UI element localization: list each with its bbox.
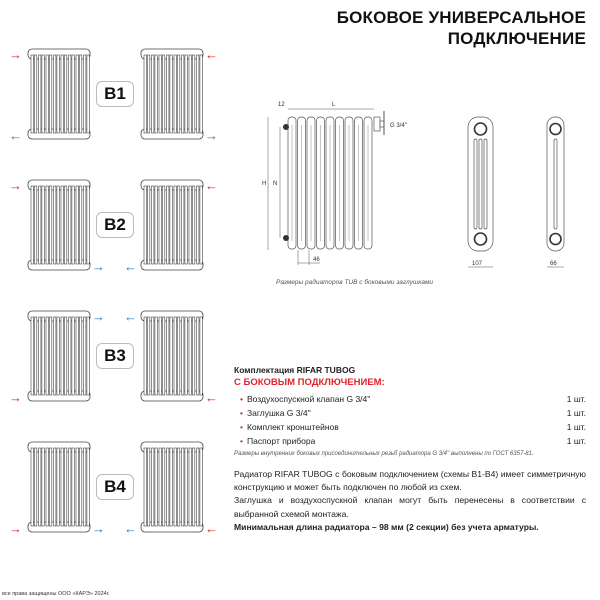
dimension-label: 66 xyxy=(550,261,557,267)
return-arrow-icon: → xyxy=(92,521,105,536)
bullet-icon: • xyxy=(240,408,243,418)
description-p1: Радиатор RIFAR TUBOG с боковым подключением (схемы В1-В4) имеет симметричную конструкцию и может быть подключен по любой из схем. xyxy=(234,469,586,493)
kit-item-qty: 1 шт. xyxy=(566,436,586,446)
drawing-caption: Размеры радиаторов TUB с боковыми заглушками xyxy=(276,279,434,286)
bullet-icon: • xyxy=(240,436,243,446)
dimension-label: 46 xyxy=(313,257,320,263)
kit-item-qty: 1 шт. xyxy=(566,422,586,432)
return-arrow-icon: → xyxy=(92,259,105,274)
radiator-left-B1 xyxy=(27,47,91,141)
kit-note: Размеры внутренних боковых присоединительных резьб радиатора G 3/4'' выполнены по ГОСТ 6357-81. xyxy=(234,451,534,457)
radiator-left-B3 xyxy=(27,309,91,403)
description-p3: Минимальная длина радиатора – 98 мм (2 секции) без учета арматуры. xyxy=(234,521,539,532)
kit-item-name: Воздухоспускной клапан G 3/4'' xyxy=(246,394,371,404)
kit-item xyxy=(234,406,586,420)
title-line-1: БОКОВОЕ УНИВЕРСАЛЬНОЕ xyxy=(336,8,586,27)
return-arrow-icon: → xyxy=(205,128,218,143)
scheme-label: B1 xyxy=(96,81,134,107)
supply-arrow-icon: → xyxy=(9,178,22,193)
dimension-label: N xyxy=(273,181,278,187)
return-arrow-icon: → xyxy=(92,309,105,324)
supply-arrow-icon: ← xyxy=(205,178,218,193)
return-arrow-icon: ← xyxy=(9,128,22,143)
kit-item-qty: 1 шт. xyxy=(566,394,586,404)
supply-arrow-icon: ← xyxy=(205,521,218,536)
dimension-label: 12 xyxy=(278,102,285,108)
kit-item-name: Комплект кронштейнов xyxy=(246,422,339,432)
kit-section xyxy=(234,365,586,457)
description-p2: Заглушка и воздухоспускной клапан могут быть перенесены в соответствии с выбранной схемой монтажа. xyxy=(234,495,586,519)
bullet-icon: • xyxy=(240,422,243,432)
dimension-label: L xyxy=(332,102,336,108)
supply-arrow-icon: → xyxy=(9,390,22,405)
kit-item-name: Паспорт прибора xyxy=(246,436,316,446)
scheme-label: B4 xyxy=(96,474,134,500)
kit-item xyxy=(234,434,586,448)
description xyxy=(234,468,586,534)
radiator-right-B4 xyxy=(140,440,204,534)
dimension-label: 107 xyxy=(472,261,483,267)
kit-item xyxy=(234,392,586,406)
kit-item xyxy=(234,420,586,434)
supply-arrow-icon: → xyxy=(9,521,22,536)
kit-heading: Комплектация RIFAR TUBOG xyxy=(234,365,356,375)
supply-arrow-icon: ← xyxy=(205,390,218,405)
bullet-icon: • xyxy=(240,394,243,404)
kit-item-qty: 1 шт. xyxy=(566,408,586,418)
dimension-drawing xyxy=(260,95,590,275)
radiator-right-B3 xyxy=(140,309,204,403)
radiator-left-B2 xyxy=(27,178,91,272)
title-line-2: ПОДКЛЮЧЕНИЕ xyxy=(447,29,586,48)
supply-arrow-icon: → xyxy=(9,47,22,62)
return-arrow-icon: ← xyxy=(124,521,137,536)
radiator-right-B1 xyxy=(140,47,204,141)
footer-copyright: все права защищены ООО «КАРЭ» 2024г. xyxy=(2,591,110,597)
scheme-label: B3 xyxy=(96,343,134,369)
return-arrow-icon: ← xyxy=(124,309,137,324)
radiator-left-B4 xyxy=(27,440,91,534)
page-title xyxy=(337,7,586,49)
scheme-label: B2 xyxy=(96,212,134,238)
radiator-right-B2 xyxy=(140,178,204,272)
supply-arrow-icon: ← xyxy=(205,47,218,62)
kit-item-name: Заглушка G 3/4'' xyxy=(246,408,311,418)
return-arrow-icon: ← xyxy=(124,259,137,274)
dimension-label: H xyxy=(262,181,267,187)
kit-subheading: С БОКОВЫМ ПОДКЛЮЧЕНИЕМ: xyxy=(234,377,385,388)
dimension-label: G 3/4'' xyxy=(390,123,407,129)
